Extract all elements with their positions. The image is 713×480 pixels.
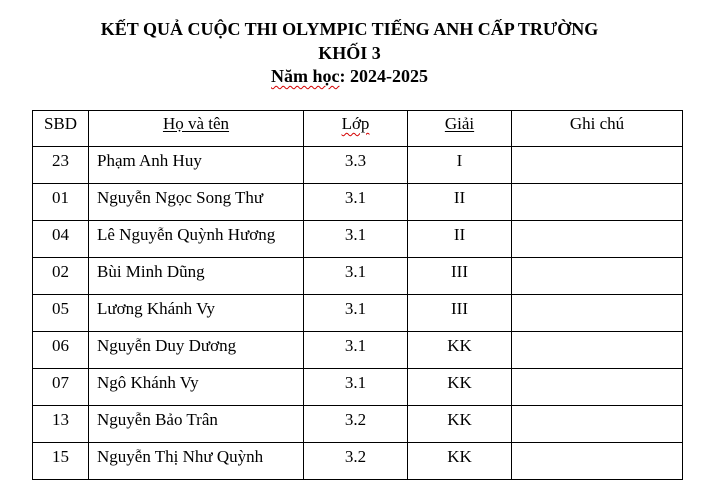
cell-prize: KK (408, 332, 512, 369)
cell-name: Nguyễn Ngọc Song Thư (89, 184, 304, 221)
cell-class: 3.3 (304, 147, 408, 184)
cell-sbd: 04 (33, 221, 89, 258)
cell-sbd: 23 (33, 147, 89, 184)
cell-name: Nguyễn Duy Dương (89, 332, 304, 369)
cell-prize: III (408, 258, 512, 295)
cell-class: 3.1 (304, 369, 408, 406)
header-name (89, 111, 304, 147)
cell-name: Lương Khánh Vy (89, 295, 304, 332)
cell-note (512, 295, 683, 332)
header-name-label: Họ và tên (162, 114, 230, 133)
cell-class: 3.1 (304, 221, 408, 258)
cell-class: 3.1 (304, 295, 408, 332)
cell-class: 3.1 (304, 184, 408, 221)
cell-prize: KK (408, 443, 512, 480)
cell-note (512, 258, 683, 295)
cell-name: Nguyễn Bảo Trân (89, 406, 304, 443)
cell-prize: I (408, 147, 512, 184)
cell-note (512, 369, 683, 406)
document-title: KẾT QUẢ CUỘC THI OLYMPIC TIẾNG ANH CẤP TRƯỜNG (100, 19, 599, 39)
table-header-row (33, 111, 683, 147)
cell-sbd: 13 (33, 406, 89, 443)
cell-name: Phạm Anh Huy (89, 147, 304, 184)
table-row (33, 258, 683, 295)
table-row (33, 332, 683, 369)
school-year (0, 65, 706, 87)
results-table (32, 110, 683, 480)
cell-sbd: 01 (33, 184, 89, 221)
cell-note (512, 147, 683, 184)
table-row (33, 406, 683, 443)
cell-class: 3.1 (304, 332, 408, 369)
cell-class: 3.2 (304, 406, 408, 443)
cell-sbd: 06 (33, 332, 89, 369)
grade-title: KHỐI 3 (318, 43, 381, 63)
cell-prize: KK (408, 406, 512, 443)
table-body (33, 147, 683, 480)
cell-class: 3.2 (304, 443, 408, 480)
cell-prize: III (408, 295, 512, 332)
header-class-label: Lớp (341, 114, 370, 133)
table-row (33, 369, 683, 406)
cell-name: Bùi Minh Dũng (89, 258, 304, 295)
cell-prize: KK (408, 369, 512, 406)
cell-note (512, 184, 683, 221)
cell-name: Nguyễn Thị Như Quỳnh (89, 443, 304, 480)
header-prize-label: Giải (444, 114, 475, 133)
school-year-value: : 2024-2025 (339, 66, 428, 86)
header-class (304, 111, 408, 147)
cell-class: 3.1 (304, 258, 408, 295)
cell-note (512, 221, 683, 258)
cell-name: Ngô Khánh Vy (89, 369, 304, 406)
cell-sbd: 07 (33, 369, 89, 406)
header-sbd: SBD (33, 111, 89, 147)
cell-sbd: 02 (33, 258, 89, 295)
table-row (33, 221, 683, 258)
cell-prize: II (408, 221, 512, 258)
cell-name: Lê Nguyễn Quỳnh Hương (89, 221, 304, 258)
school-year-label: Năm học (271, 66, 340, 86)
header-note: Ghi chú (512, 111, 683, 147)
table-row (33, 147, 683, 184)
cell-sbd: 15 (33, 443, 89, 480)
cell-sbd: 05 (33, 295, 89, 332)
table-row (33, 184, 683, 221)
cell-note (512, 406, 683, 443)
table-row (33, 295, 683, 332)
cell-note (512, 332, 683, 369)
header-prize (408, 111, 512, 147)
cell-prize: II (408, 184, 512, 221)
